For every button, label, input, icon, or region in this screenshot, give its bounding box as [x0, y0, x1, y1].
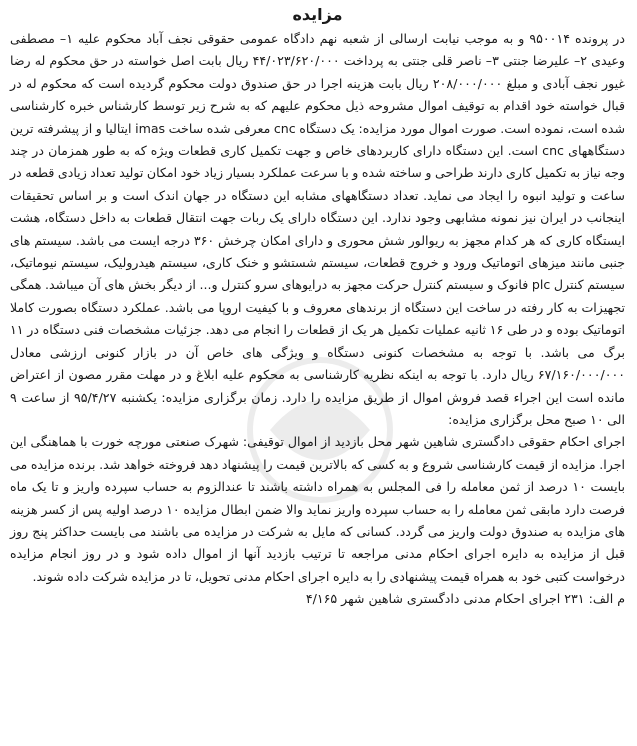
notice-title: مزایده — [292, 5, 343, 24]
notice-signature: م الف: ۲۳۱ اجرای احکام مدنی دادگستری شاهین شهر ۴/۱۶۵ — [305, 591, 625, 607]
notice-paragraph-1: در پرونده ۹۵۰۰۱۴ و به موجب نیابت ارسالی از شعبه نهم دادگاه عمومی حقوقی نجف آباد محکوم علیه ۱– مصطفی وعیدی ۲– علیرضا جنتی ۳– ناصر قلی جنتی به پرداخت ۴۴/۰۲۳/۶۲۰/۰۰۰ ریال بابت اصل خواسته در حق محکوم له رضا غیور نجف آبادی و مبلغ ۲۰۸/۰۰۰/۰۰۰ ریال بابت هزینه اجرا در حق صندوق دولت محکوم گردیده است که محکوم له در قبال خواسته خود اقدام به توقیف اموال مشروحه ذیل محکوم علیهم که به شرح زیر توسط کارشناس خبره کارشناسی شده است، نموده است. صورت اموال مورد مزایده: یک دستگاه cnc معرفی شده ساخت imas ایتالیا و از پیشرفته ترین دستگاههای cnc است. این دستگاه دارای کاربردهای خاص و جهت تکمیل کاری قطعات ویژه که به طور همزمان در چند وجه نیاز به تکمیل کاری دارند طراحی و ساخته شده و با سرعت عملکرد بسیار زیاد خود امکان تولید تعداد زیادی قطعه در ساعت و تولید انبوه را ایجاد می نماید. تعداد دستگاههای مشابه این دستگاه در جهان اندک است و بر اساس تحقیقات اینجانب در ایران نیز نمونه مشابهی وجود ندارد. این دستگاه دارای یک ربات جهت انتقال قطعات به داخل دستگاه، هشت ایستگاه کاری که هر کدام مجهز به ریوالور شش محوری و دارای امکان چرخش ۳۶۰ درجه ایست می باشد. سیستم های جنبی مانند میزهای اتوماتیک ورود و خروج قطعات، سیستم شستشو و خنک کاری، سیستم هیدرولیک، سیستم نیوماتیک، سیستم کنترل plc فانوک و سیستم کنترل حرکت مجهز به درایوهای سرو کنترل و... از دیگر بخش های آن میباشد. همگی تجهیزات به کار رفته در ساخت این دستگاه از برندهای معروف و با کیفیت اروپا می باشد. عملکرد دستگاه بصورت کاملا اتوماتیک بوده و در طی ۱۶ ثانیه عملیات تکمیل هر یک از قطعات را انجام می دهد. جزئیات مشخصات فنی دستگاه در ۱۱ برگ می باشد. با توجه به مشخصات کنونی دستگاه و ویژگی های خاص آن در بازار کنونی ارزشی معادل ۶۷/۱۶۰/۰۰۰/۰۰۰ ریال دارد. با توجه به اینکه نظریه کارشناسی به محکوم علیه ابلاغ و در مهلت مقرر مصون از اعتراض مانده است این اجراء قصد فروش اموال از طریق مزایده را دارد. زمان برگزاری مزایده: یکشنبه ۹۵/۴/۲۷ از ساعت ۹ الی ۱۰ صبح محل برگزاری مزایده: — [10, 31, 626, 427]
notice-paragraph-2: اجرای احکام حقوقی دادگستری شاهین شهر محل بازدید از اموال توقیفی: شهرک صنعتی مورچه خورت با هماهنگی این اجرا. مزایده از قیمت کارشناسی شروع و به کسی که بالاترین قیمت را پیشنهاد دهد فروخته خواهد شد. برنده مزایده می بایست ۱۰ درصد از ثمن معامله را فی المجلس به همراه داشته باشند تا عندالزوم به حساب سپرده واریز و تا یک ماه فرصت دارد مابقی ثمن معامله را به حساب سپرده واریز نماید والا ضمن ابطال مزایده ۱۰ درصد اولیه پس از کسر هزینه های مزایده به صندوق دولت واریز می گردد. کسانی که مایل به شرکت در مزایده می باشند می بایست حداکثر پنج روز قبل از مزایده به دایره اجرای احکام مدنی مراجعه تا ترتیب بازدید آنها از اموال داده شود و در روز انجام مزایده درخواست کتبی خود به همراه قیمت پیشنهادی را به دایره اجرای احکام مدنی تحویل، تا در مزایده شرکت داده شوند. — [10, 434, 626, 584]
